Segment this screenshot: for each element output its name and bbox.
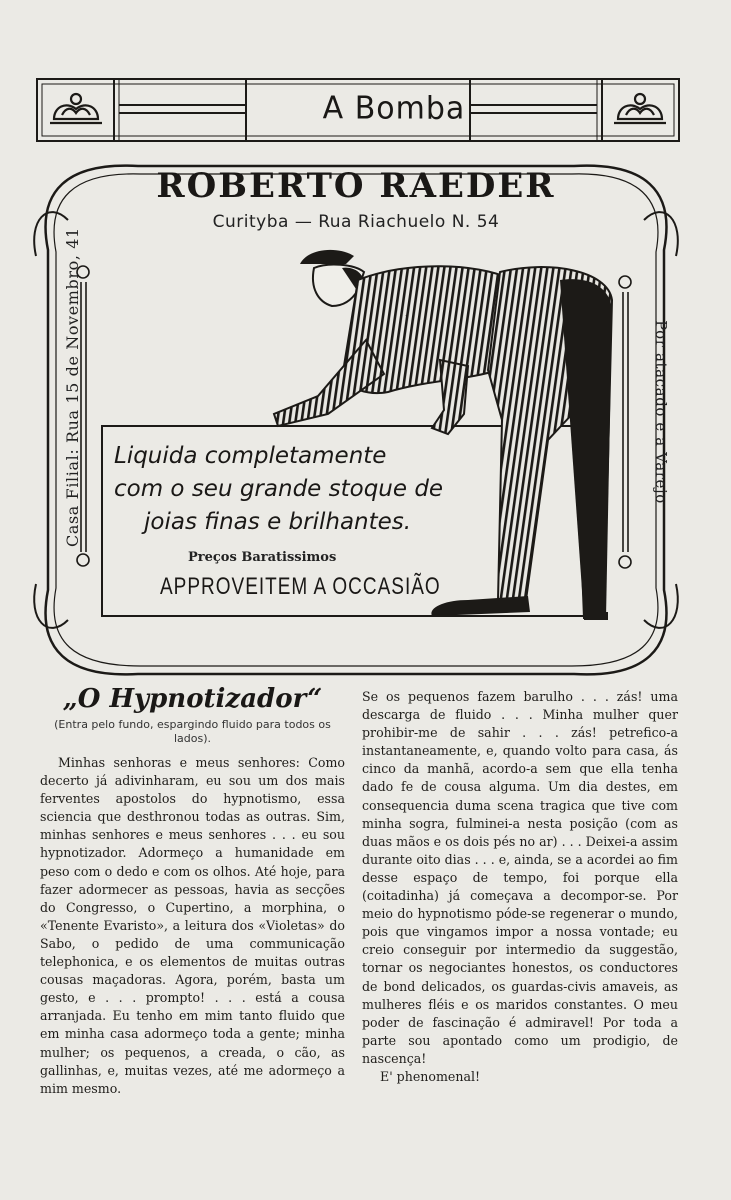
advertisement xyxy=(28,160,684,680)
ad-headline-line: joias finas e brilhantes. xyxy=(144,509,412,535)
ad-frame xyxy=(28,160,684,680)
ornament-left-icon xyxy=(50,94,102,123)
ornament-right-icon xyxy=(614,94,666,123)
ad-headline-line: com o seu grande stoque de xyxy=(114,476,444,502)
article-title: „O Hypnotizador“ xyxy=(62,684,323,714)
masthead xyxy=(36,77,680,143)
advertiser-name: ROBERTO RAEDER xyxy=(156,166,556,206)
article-text-left: Minhas senhoras e meus senhores: Como decerto já adivinharam, eu sou um dos mais ferventes apostolos do hypnotismo, essa sciencia que desthronou todas as outras. Sim, minhas senhores e meus senhores . . . eu sou hypnotizador. Adormeço a humanidade em peso com o dedo e com os olhos. Até hoje, para fazer adormecer as pessoas, havia as secções do Congresso, o Cupertino, a morphina, o «Tenente Evaristo», a leitura dos «Violetas» do Sabo, o pedido de uma communicação telephonica, e os elementos de muitas outras cousas maçadoras. Agora, porém, basta um gesto, e . . . prompto! . . . está a cousa arranjada. Eu tenho em mim tanto fluido que em minha casa adormeço toda a gente; minha mulher; os pequenos, a creada, o cão, as gallinhas, e, muitas vezes, até me adormeço a mim mesmo. xyxy=(40,755,345,1096)
ad-prices: Preços Baratissimos xyxy=(188,550,337,565)
article-closing-line: E' phenomenal! xyxy=(380,1068,481,1084)
stage-direction: (Entra pelo fundo, espargindo fluido para todos os lados). xyxy=(54,718,331,745)
right-pillar-ornament xyxy=(619,276,631,568)
article-column-left xyxy=(40,684,345,1098)
ad-call-to-action: APPROVEITEM A OCCASIÃO xyxy=(160,574,441,601)
article-column-right xyxy=(362,688,678,1086)
branch-address-vertical: Casa Filial: Rua 15 de Novembro, 41 xyxy=(63,227,82,547)
advertiser-address: Curityba — Rua Riachuelo N. 54 xyxy=(212,212,500,232)
wholesale-retail-vertical: Por atacado e a Varejo xyxy=(652,320,670,504)
ad-headline-line: Liquida completamente xyxy=(114,443,387,469)
ad-headline xyxy=(114,440,494,539)
masthead-title: A Bomba xyxy=(322,90,466,127)
article-text-right: Se os pequenos fazem barulho . . . zás! uma descarga de fluido . . . Minha mulher quer prohibir-me de sahir . . . zás! petrefico-a instantaneamente, e, quando volto para casa, ás cinco da manhã, acordo-a sem que ella tenha dado fe de cousa alguma. Um dia destes, em consequencia duma scena tragica que tive com minha sogra, fulminei-a nesta posição (com as duas mãos e os dois pés no ar) . . . Deixei-a assim durante oito dias . . . e, ainda, se a acordei ao fim desse espaço de tempo, foi porque ella (coitadinha) já começava a decompor-se. Por meio do hypnotismo póde-se regenerar o mundo, pois que vingamos impor a nossa vontade; eu creio conseguir por intermedio da suggestão, tornar os negociantes honestos, os conductores de bond delicados, os guardas-civis amaveis, as mulheres fléis e os maridos constantes. O meu poder de fascinação é admiravel! Por toda a parte sou apontado como um prodigio, de nascença! xyxy=(362,689,678,1066)
